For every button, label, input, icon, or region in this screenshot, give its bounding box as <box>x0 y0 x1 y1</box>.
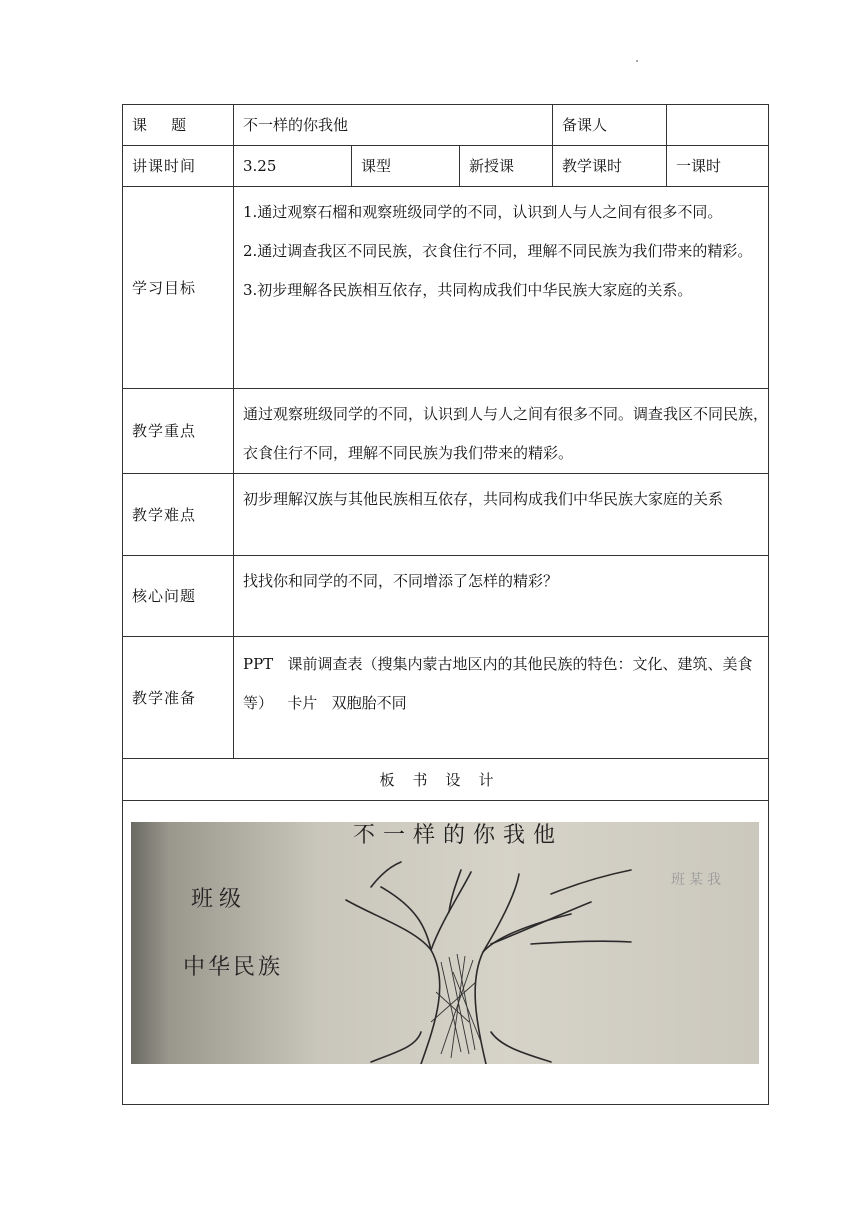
board-sketch-photo <box>131 822 759 1064</box>
goals-row <box>123 187 769 389</box>
preparer-label: 备课人 <box>553 105 667 146</box>
board-photo-row <box>123 801 769 1105</box>
tree-branches <box>346 862 631 1064</box>
topic-label: 课 题 <box>123 105 234 146</box>
core-question-row <box>123 556 769 637</box>
key-points-content <box>234 389 769 474</box>
difficulties-label: 教学难点 <box>123 474 234 556</box>
page-dot <box>636 60 638 62</box>
board-title-row <box>123 759 769 801</box>
key-points-label: 教学重点 <box>123 389 234 474</box>
time-label: 讲课时间 <box>123 146 234 187</box>
difficulties-text: 初步理解汉族与其他民族相互依存，共同构成我们中华民族大家庭的关系 <box>243 490 724 508</box>
goal-item: 3.初步理解各民族相互依存，共同构成我们中华民族大家庭的关系。 <box>243 281 693 299</box>
header-row <box>123 105 769 146</box>
preparation-label: 教学准备 <box>123 637 234 759</box>
type-value: 新授课 <box>460 146 553 187</box>
preparation-row <box>123 637 769 759</box>
goal-item: 1.通过观察石榴和观察班级同学的不同，认识到人与人之间有很多不同。 <box>243 203 723 221</box>
sketch-heading: 不一样的你我他 <box>353 823 564 848</box>
core-question-text: 找找你和同学的不同，不同增添了怎样的精彩？ <box>243 572 559 590</box>
type-label: 课型 <box>352 146 460 187</box>
preparation-text: PPT 课前调查表（搜集内蒙古地区内的其他民族的特色：文化、建筑、美食等） 卡片 双胞胎不同 <box>243 655 753 712</box>
key-points-text: 通过观察班级同学的不同，认识到人与人之间有很多不同。调查我区不同民族，衣食住行不同，理解不同民族为我们带来的精彩。 <box>243 405 769 462</box>
sketch-faint-label: 班某我 <box>671 872 725 888</box>
sketch-label-nation: 中华民族 <box>183 955 284 980</box>
hours-label: 教学课时 <box>553 146 667 187</box>
lesson-plan-table <box>122 104 769 1105</box>
tree-sketch-svg <box>131 822 759 1064</box>
board-design-title: 板书设计 <box>123 759 769 801</box>
goals-content <box>234 187 769 389</box>
board-photo-cell <box>123 801 769 1105</box>
sketch-label-class: 班级 <box>191 887 248 912</box>
goals-label: 学习目标 <box>123 187 234 389</box>
difficulties-content <box>234 474 769 556</box>
topic-value: 不一样的你我他 <box>234 105 553 146</box>
core-question-label: 核心问题 <box>123 556 234 637</box>
goal-item: 2.通过调查我区不同民族，衣食住行不同，理解不同民族为我们带来的精彩。 <box>243 242 753 260</box>
hours-value: 一课时 <box>667 146 769 187</box>
difficulties-row <box>123 474 769 556</box>
core-question-content <box>234 556 769 637</box>
preparer-value <box>667 105 769 146</box>
preparation-content <box>234 637 769 759</box>
time-value: 3.25 <box>234 146 352 187</box>
time-row <box>123 146 769 187</box>
key-points-row <box>123 389 769 474</box>
